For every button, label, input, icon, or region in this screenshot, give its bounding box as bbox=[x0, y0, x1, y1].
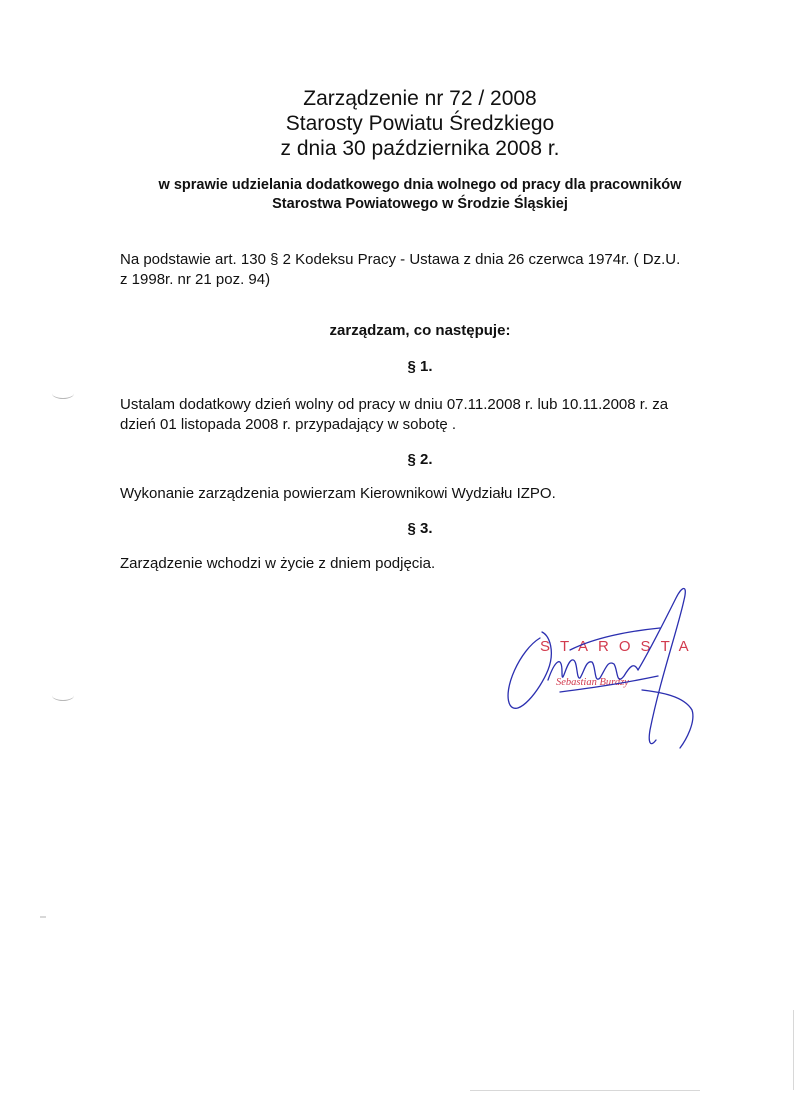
signature-icon bbox=[500, 580, 700, 760]
decree-statement: zarządzam, co następuje: bbox=[329, 322, 511, 339]
scan-artefact bbox=[470, 1090, 700, 1091]
paragraph-1-line-1: Ustalam dodatkowy dzień wolny od pracy w dniu 07.11.2008 r. lub 10.11.2008 r. za bbox=[120, 396, 669, 413]
subject-block bbox=[110, 176, 730, 214]
document-title: Zarządzenie nr 72 / 2008 bbox=[303, 87, 537, 110]
legal-basis-line-1: Na podstawie art. 130 § 2 Kodeksu Pracy - Ustawa z dnia 26 czerwca 1974r. ( Dz.U. bbox=[120, 251, 681, 268]
document-header bbox=[200, 86, 640, 161]
paragraph-2-line-1: Wykonanie zarządzenia powierzam Kierownikowi Wydziału IZPO. bbox=[120, 485, 556, 502]
paragraph-2-text bbox=[120, 484, 740, 504]
stamp-name: Sebastian Burdzy bbox=[556, 677, 629, 688]
paragraph-3-text bbox=[120, 554, 740, 574]
paragraph-1-text bbox=[120, 395, 740, 435]
paragraph-2-heading: § 2. bbox=[407, 451, 433, 468]
subject-line-1: w sprawie udzielania dodatkowego dnia wolnego od pracy dla pracowników bbox=[158, 177, 682, 193]
paragraph-3-heading: § 3. bbox=[407, 520, 433, 537]
paragraph-1-heading: § 1. bbox=[407, 358, 433, 375]
subject-line-2: Starostwa Powiatowego w Środzie Śląskiej bbox=[272, 196, 568, 212]
paragraph-1-line-2: dzień 01 listopada 2008 r. przypadający w sobotę . bbox=[120, 416, 457, 433]
date-line: z dnia 30 października 2008 r. bbox=[280, 137, 560, 160]
scan-artefact bbox=[40, 916, 46, 918]
scan-artefact bbox=[793, 1010, 794, 1090]
punch-hole-mark bbox=[52, 690, 74, 701]
stamp-title: STAROSTA bbox=[540, 638, 699, 655]
issuer-line: Starosty Powiatu Średzkiego bbox=[285, 112, 555, 135]
legal-basis bbox=[120, 250, 730, 290]
punch-hole-mark bbox=[52, 388, 74, 399]
paragraph-3-line-1: Zarządzenie wchodzi w życie z dniem podjęcia. bbox=[120, 555, 436, 572]
legal-basis-line-2: z 1998r. nr 21 poz. 94) bbox=[120, 271, 271, 288]
